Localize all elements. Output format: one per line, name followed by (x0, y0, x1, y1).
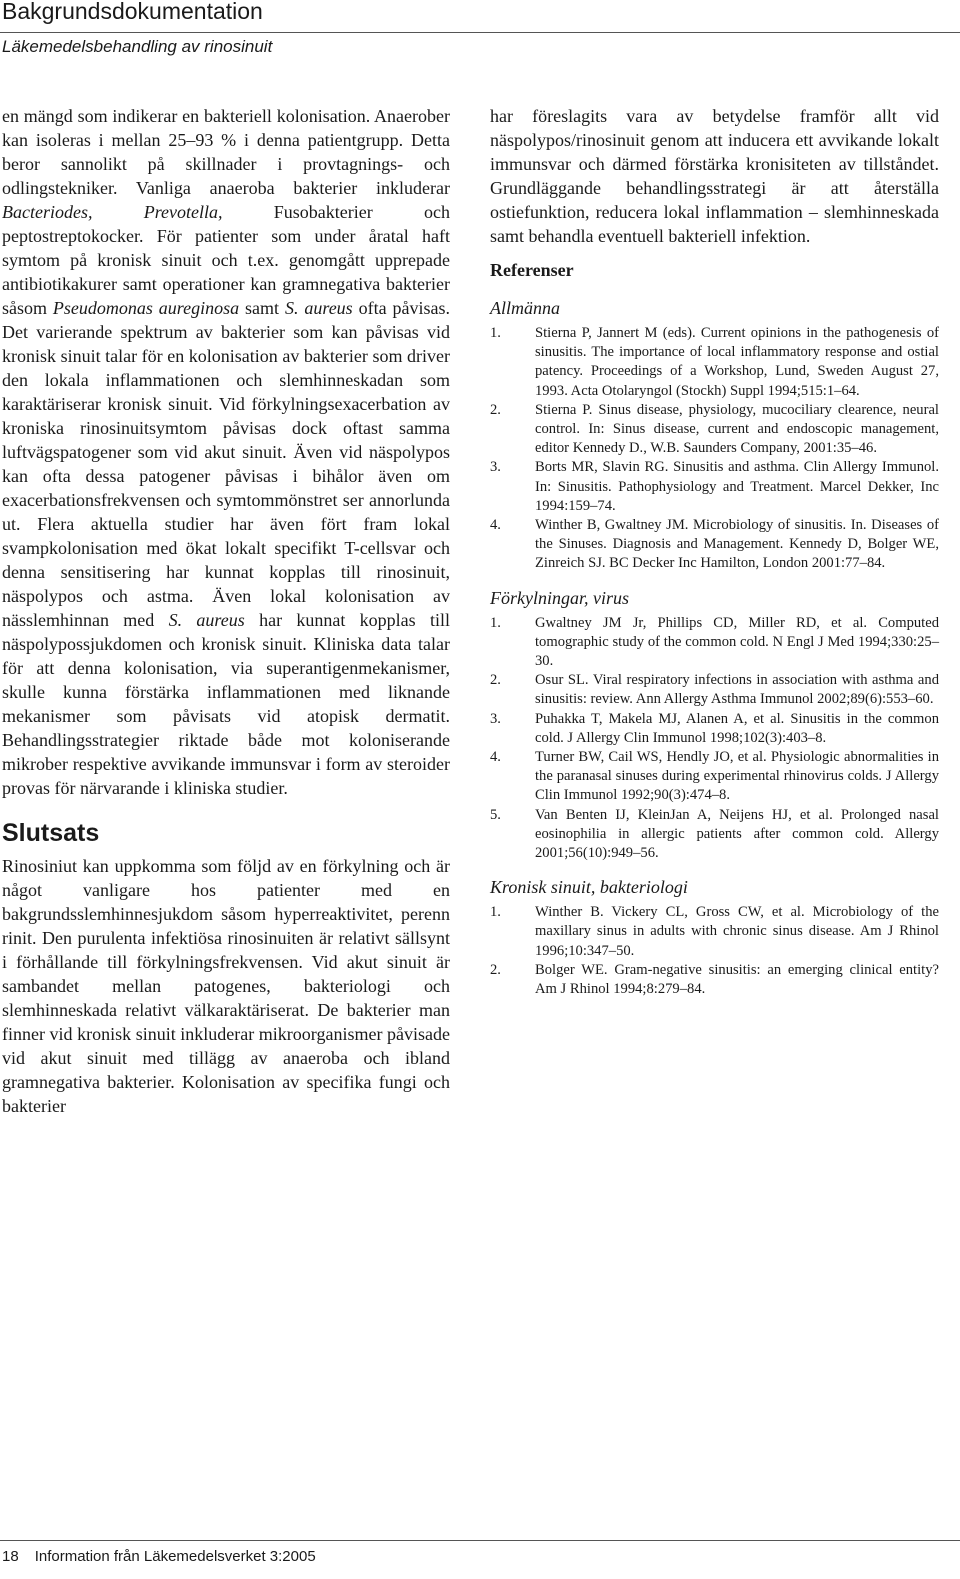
reference-item (490, 806, 939, 864)
reference-number: 2. (490, 401, 501, 418)
section-heading-slutsats: Slutsats (2, 819, 100, 847)
reference-item (490, 961, 939, 999)
reference-text: Van Benten IJ, KleinJan A, Neijens HJ, et al. Prolonged nasal eosinophilia in allergic patients after common cold. Allergy 2001;56(10):949–56. (535, 806, 939, 862)
page-header-subtitle: Läkemedelsbehandling av rinosinuit (2, 37, 273, 56)
reference-group-title: Förkylningar, virus (490, 587, 629, 608)
reference-text: Winther B, Gwaltney JM. Microbiology of sinusitis. In. Diseases of the Sinuses. Diagnosis and Management. Kennedy D, Bolger WE, Zinreich SJ. BC Decker Inc Hamilton, London 2001:77–84. (535, 517, 939, 572)
header-divider (0, 32, 960, 33)
reference-text: Borts MR, Slavin RG. Sinusitis and asthma. Clin Allergy Immunol. In: Sinusitis. Pathophysiology and Treatment. Marcel Dekker, Inc 1994:159–74. (535, 459, 939, 514)
reference-number: 2. (490, 961, 501, 978)
reference-item (490, 324, 939, 401)
page-footer (2, 1548, 316, 1565)
reference-number: 3. (490, 459, 501, 476)
reference-number: 5. (490, 806, 501, 823)
body-paragraph-continued: har föreslagits vara av betydelse framför allt vid näspolypos/rinosinuit genom att inducera ett avvikande lokalt immunsvar och därmed förstärka kronisiteten av tillståndet. Grundläggande behandlingsstrategi är att återställa ostiefunktion, reducera lokal inflammation – slemhinneskada samt behandla eventuell bakteriell infektion. (490, 106, 939, 246)
reference-number: 4. (490, 749, 501, 766)
reference-text: Bolger WE. Gram-negative sinusitis: an emerging clinical entity? Am J Rhinol 1994;8:279–84. (535, 961, 939, 998)
reference-item (490, 614, 939, 672)
body-paragraph-conclusion: Rinosiniut kan uppkomma som följd av en förkylning och är något vanligare hos patienter med en bakgrundsslemhinnesjukdom såsom hyperreaktivitet, perenn rinit. Den purulenta infektiösa rinosinuiten är relativt sällsynt i förhållande till förkylningsfrekvensen. Vid akut sinuit är sambandet mellan patogenes, bakteriologi och slemhinneskada relativt välkaraktäriserat. De bakterier man finner vid kronisk sinuit inkluderar mikroorganismer påvisade vid akut sinuit med tillägg av anaeroba och ibland gramnegativa bakterier. Kolonisation av specifika fungi och bakterier (2, 856, 450, 1116)
reference-group-title: Allmänna (490, 298, 560, 318)
reference-item (490, 710, 939, 748)
page-number: 18 (2, 1548, 19, 1565)
reference-list (490, 614, 939, 864)
references-heading: Referenser (490, 260, 574, 280)
page-header-title: Bakgrundsdokumentation (2, 0, 263, 24)
body-paragraph-bacteria: en mängd som indikerar en bakteriell kolonisation. Anaerober kan isoleras i mellan 25–93 % i denna patientgrupp. Detta beror sannolikt på skillnader i provtagnings- och odlingstekniker. Vanliga anaeroba bakterier inkluderar Bacteriodes, Prevotella, Fusobakterier och peptostreptokocker. För patienter som under åratal haft symtom på kronisk sinuit och t.ex. genomgått upprepade antibiotikakurer samt operationer kan gramnegativa bakterier såsom Pseudomonas aureginosa samt S. aureus ofta påvisas. Det varierande spektrum av bakterier som kan påvisas vid kronisk sinuit talar för en kolonisation av bakterier som driver den lokala inflammationen och slemhinneskadan som karaktäriserar kronisk sinuit. Vid förkylningsexacerbation av kroniska rinosinuitsymtom påvisas dock oftast samma luftvägspatogener som vid akut sinuit. Även vid näspolypos kan ofta dessa patogener påvisas i bihålor även om exacerbationsfrekvensen och symtommönstret ser annorlunda ut. Flera aktuella studier har även fört fram lokal svampkolonisation med ökat lokalt specifikt T-cellsvar och denna sensitisering har kunnat kopplas till rinosinuit, näspolypos och astma. Även lokal kolonisation av nässlemhinnan med S. aureus har kunnat kopplas till näspolypossjukdomen och kronisk sinuit. Kliniska data talar för att denna kolonisation, via superantigenmekanismer, skulle kunna förstärka inflammationen med liknande mekanismer som påvisats vid atopisk dermatit. Behandlingsstrategier riktade både mot koloniserande mikrober respektive avvikande immunsvar i form av steroider provas för närvarande i kliniska studier. (2, 106, 450, 798)
reference-item (490, 401, 939, 459)
reference-item (490, 903, 939, 961)
reference-item (490, 516, 939, 574)
reference-text: Winther B. Vickery CL, Gross CW, et al. Microbiology of the maxillary sinus in adults with chronic sinus disease. Am J Rhinol 1996;10:347–50. (535, 904, 939, 959)
reference-text: Stierna P. Sinus disease, physiology, mucociliary clearence, neural control. In: Sinus disease, current and endoscopic management, editor Kennedy D., W.B. Saunders Company, 2001:35–46. (535, 401, 939, 457)
right-column (490, 104, 939, 999)
reference-text: Puhakka T, Makela MJ, Alanen A, et al. Sinusitis in the common cold. J Allergy Clin Immunol 1998;102(3):403–8. (535, 710, 939, 746)
reference-number: 4. (490, 517, 501, 534)
reference-number: 1. (490, 614, 501, 631)
reference-text: Turner BW, Cail WS, Hendly JO, et al. Physiologic abnormalities in the paranasal sinuses during experimental rhinovirus colds. J Allergy Clin Immunol 1992;90(3):474–8. (535, 749, 939, 804)
reference-list (490, 903, 939, 999)
reference-number: 3. (490, 710, 501, 727)
publication-name: Information från Läkemedelsverket 3:2005 (34, 1548, 316, 1565)
reference-item (490, 671, 939, 709)
reference-number: 1. (490, 904, 501, 921)
left-column (2, 104, 450, 1118)
reference-groups (490, 296, 939, 999)
reference-number: 1. (490, 325, 501, 341)
reference-text: Gwaltney JM Jr, Phillips CD, Miller RD, et al. Computed tomographic study of the common cold. N Engl J Med 1994;330:25–30. (535, 614, 939, 670)
reference-group-title: Kronisk sinuit, bakteriologi (490, 877, 688, 898)
reference-text: Stierna P, Jannert M (eds). Current opinions in the pathogenesis of sinusitis. The importance of local inflammatory response and ostial patency. Proceedings of a Workshop, Lund, Sweden August 27, 1993. Acta Otolaryngol (Stockh) Suppl 1994;515:1–64. (535, 325, 939, 399)
reference-list (490, 324, 939, 574)
reference-item (490, 748, 939, 806)
reference-text: Osur SL. Viral respiratory infections in association with asthma and sinusitis: review. Ann Allergy Asthma Immunol 2002;89(6):553–60. (535, 672, 939, 708)
reference-item (490, 458, 939, 516)
reference-number: 2. (490, 672, 501, 689)
footer-divider (0, 1540, 960, 1541)
